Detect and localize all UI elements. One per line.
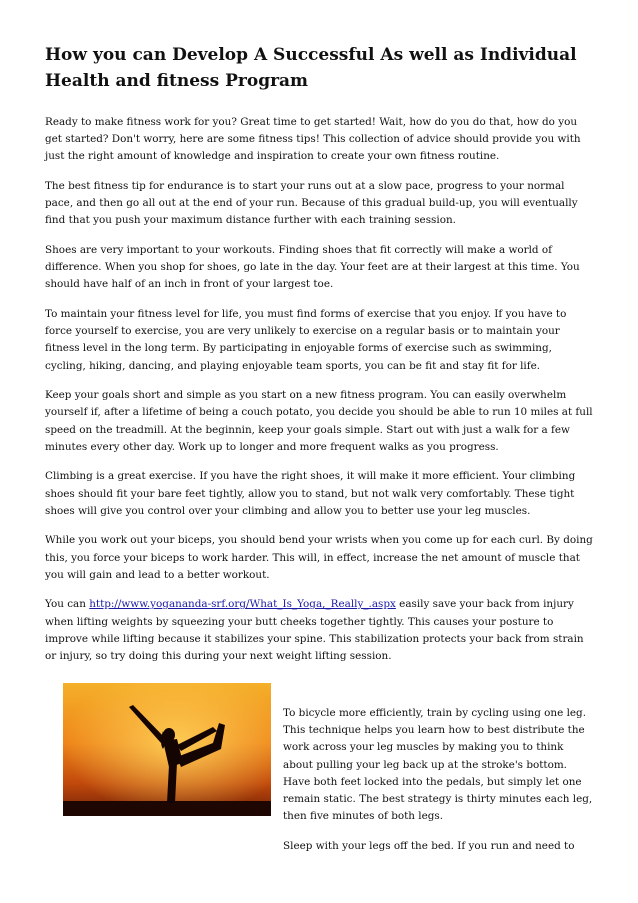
- figure-row: [63, 683, 593, 903]
- link-prefix-text: You can: [45, 598, 90, 611]
- paragraph-sleep: Sleep with your legs off the bed. If you run and need to: [283, 839, 575, 852]
- paragraph-goals: Keep your goals short and simple as you start on a new fitness program. You can easily overwhelm yourself if, after a lifetime of being a couch potato, you decide you should be able to run 10 miles at full speed on the treadmill. At the beginnin, keep your goals simple. Start out with just a walk for a few minutes every other day. Work up to longer and more frequent walks as you progress.: [45, 389, 593, 453]
- paragraph-back-injury: [45, 596, 594, 665]
- paragraph-climbing: Climbing is a great exercise. If you have the right shoes, it will make it more efficient. Your climbing shoes should fit your bare feet tightly, allow you to stand, but not walk very comfortably. These tight shoes will give you control over your climbing and allow you to better use your leg muscles.: [45, 470, 576, 517]
- link-suffix-text: easily save your back from injury when lifting weights by squeezing your butt cheeks together tightly. This causes your posture to improve while lifting because it stabilizes your spine. This stabilization protects your back from strain or injury, so try doing this during your next weight lifting session.: [45, 598, 584, 663]
- paragraph-intro: Ready to make fitness work for you? Great time to get started! Wait, how do you do that, how do you get started? Don't worry, here are some fitness tips! This collection of advice should provide you with just the right amount of knowledge and inspiration to create your own fitness routine.: [45, 116, 581, 163]
- paragraph-biceps: While you work out your biceps, you should bend your wrists when you come up for each curl. By doing this, you force your biceps to work harder. This will, in effect, increase the net amount of muscle that you will gain and lead to a better workout.: [45, 534, 593, 581]
- paragraph-cycling: To bicycle more efficiently, train by cycling using one leg. This technique helps you learn how to best distribute the work across your leg muscles by making you to think about pulling your leg back up at the stroke's bottom. Have both feet locked into the pedals, but simply let one remain static. The best strategy is thirty minutes each leg, then five minutes of both legs.: [283, 707, 593, 823]
- yoga-photo-svg: [63, 683, 271, 816]
- yoga-silhouette-sunset-photo: [63, 683, 271, 816]
- side-text-column: [283, 705, 593, 867]
- document-title: How you can Develop A Successful As well as Individual Health and fitness Program: [45, 45, 577, 91]
- paragraph-enjoyable-exercise: To maintain your fitness level for life, you must find forms of exercise that you enjoy. If you have to force yourself to exercise, you are very unlikely to exercise on a regular basis or to maintain your fitness level in the long term. By participating in enjoyable forms of exercise such as swimming, cycling, hiking, dancing, and playing enjoyable team sports, you can be fit and stay fit for life.: [45, 308, 567, 372]
- paragraph-endurance: The best fitness tip for endurance is to start your runs out at a slow pace, progress to your normal pace, and then go all out at the end of your run. Because of this gradual build-up, you will eventually find that you push your maximum distance further with each training session.: [45, 180, 578, 227]
- document-page: [45, 42, 594, 678]
- yoga-link[interactable]: http://www.yogananda-srf.org/What_Is_Yoga,_Really_.aspx: [89, 598, 396, 611]
- paragraph-shoes: Shoes are very important to your workouts. Finding shoes that fit correctly will make a world of difference. When you shop for shoes, go late in the day. Your feet are at their largest at this time. You should have half of an inch in front of your largest toe.: [45, 244, 580, 291]
